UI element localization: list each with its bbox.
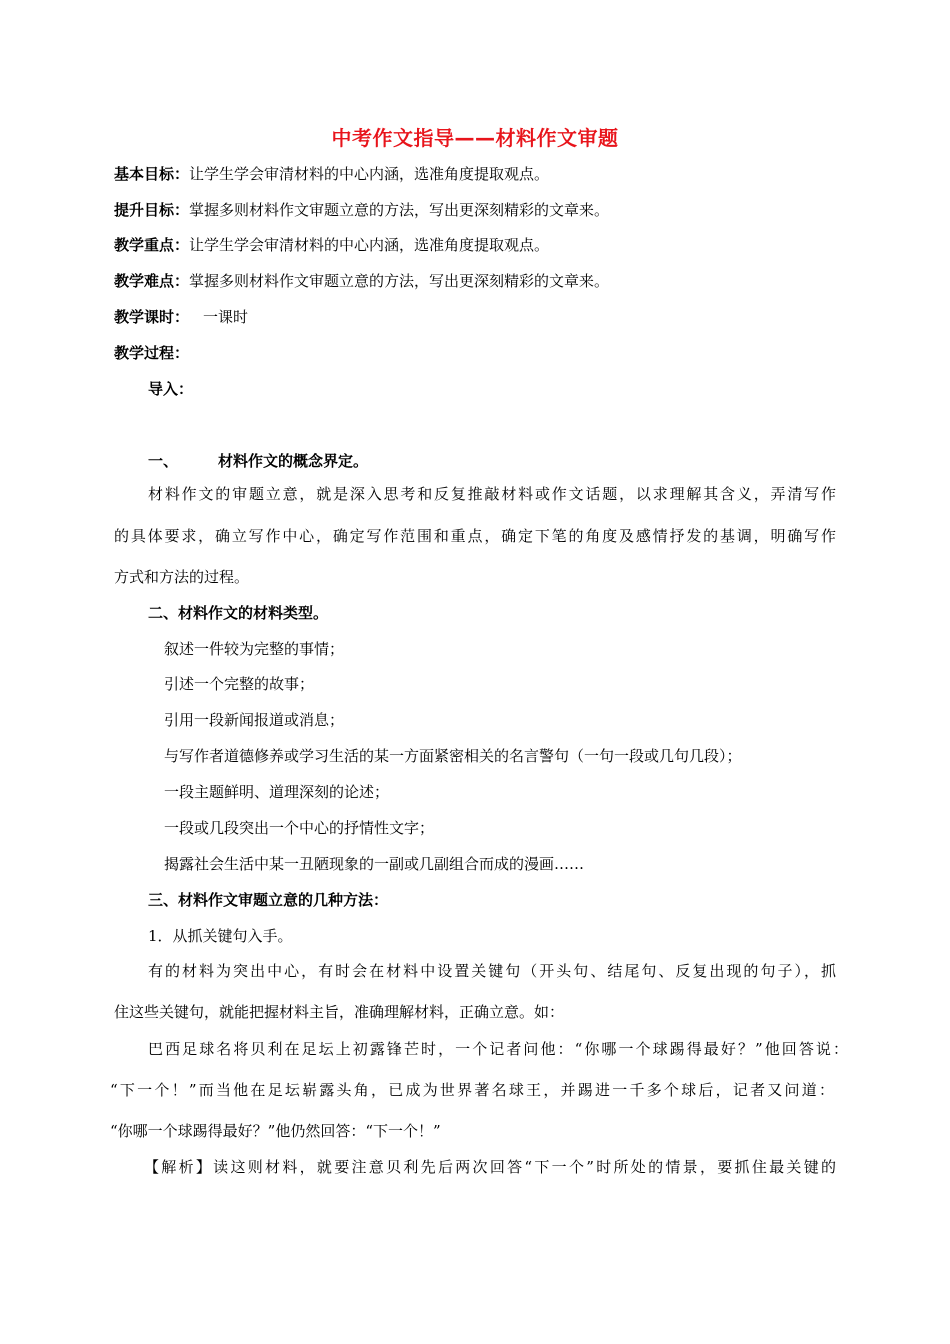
section2-heading: 二、材料作文的材料类型。 (148, 604, 329, 622)
meta-label: 教学重点： (114, 236, 190, 254)
meta-value: 让学生学会审清材料的中心内涵，选准角度提取观点。 (189, 165, 550, 183)
meta-basic-goal (114, 164, 549, 184)
meta-label: 提升目标： (114, 201, 190, 219)
list-item: 与写作者道德修养或学习生活的某一方面紧密相关的名言警句（一句一段或几句几段）； (164, 747, 742, 765)
intro-label: 导入： (148, 380, 194, 398)
analysis-line (144, 1157, 836, 1177)
list-item: 一段主题鲜明、道理深刻的论述； (164, 783, 390, 801)
document-title: 中考作文指导——材料作文审题 (331, 126, 619, 150)
meta-advanced-goal (114, 200, 609, 220)
analysis-text: 读这则材料，就要注意贝利先后两次回答“下一个”时所处的情景，要抓住最关键的 (213, 1158, 836, 1176)
method1-para-line: 住这些关键句，就能把握材料主旨，准确理解材料，正确立意。如： (114, 1003, 565, 1021)
section1-para-line: 方式和方法的过程。 (114, 568, 250, 586)
list-item: 一段或几段突出一个中心的抒情性文字； (164, 819, 435, 837)
meta-value: 一课时 (203, 308, 249, 326)
example-line: “下一个！”而当他在足坛崭露头角，已成为世界著名球王，并踢进一千多个球后，记者又问道： (110, 1081, 834, 1099)
example-line: “你哪一个球踢得最好？”他仍然回答：“下一个！” (110, 1122, 441, 1140)
meta-label: 教学课时： (114, 308, 190, 326)
list-item: 揭露社会生活中某一丑陋现象的一副或几副组合而成的漫画…… (164, 855, 585, 873)
meta-label: 教学过程： (114, 344, 190, 362)
list-item: 引用一段新闻报道或消息； (164, 711, 345, 729)
meta-process (114, 343, 189, 363)
meta-value: 掌握多则材料作文审题立意的方法，写出更深刻精彩的文章来。 (189, 201, 610, 219)
example-line: 巴西足球名将贝利在足坛上初露锋芒时，一个记者问他：“你哪一个球踢得最好？”他回答说： (148, 1040, 848, 1058)
meta-label: 教学难点： (114, 272, 190, 290)
section1-title: 材料作文的概念界定。 (218, 452, 369, 470)
analysis-tag: 【解析】 (144, 1158, 214, 1176)
meta-value: 掌握多则材料作文审题立意的方法，写出更深刻精彩的文章来。 (189, 272, 610, 290)
meta-difficulty (114, 271, 609, 291)
list-item: 引述一个完整的故事； (164, 675, 315, 693)
section1-heading (148, 451, 368, 471)
method1-heading: 1．从抓关键句入手。 (148, 927, 293, 945)
section1-para-line: 材料作文的审题立意，就是深入思考和反复推敲材料或作文话题，以求理解其含义，弄清写作 (148, 485, 836, 503)
method1-para-line: 有的材料为突出中心，有时会在材料中设置关键句（开头句、结尾句、反复出现的句子），抓 (148, 962, 836, 980)
meta-value: 让学生学会审清材料的中心内涵，选准角度提取观点。 (189, 236, 550, 254)
section1-number: 一、 (148, 452, 179, 470)
section3-heading: 三、材料作文审题立意的几种方法： (148, 891, 389, 909)
meta-label: 基本目标： (114, 165, 190, 183)
list-item: 叙述一件较为完整的事情； (164, 640, 345, 658)
meta-class-hours (114, 307, 248, 327)
meta-key-point (114, 235, 549, 255)
section1-para-line: 的具体要求，确立写作中心，确定写作范围和重点，确定下笔的角度及感情抒发的基调，明确写作 (114, 527, 836, 545)
